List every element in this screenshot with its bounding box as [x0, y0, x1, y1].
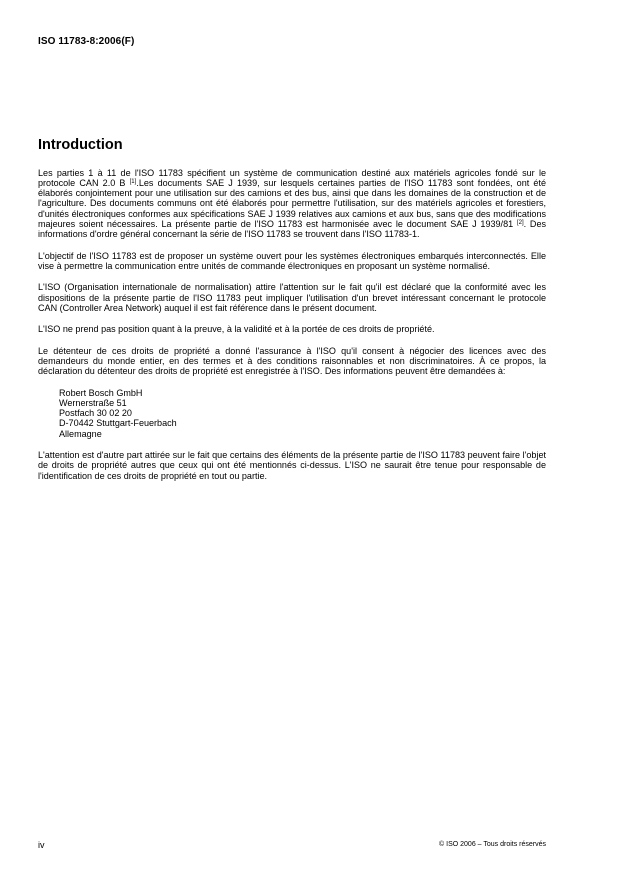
page-number: iv	[38, 840, 45, 850]
section-title: Introduction	[38, 137, 123, 153]
address-line-3: Postfach 30 02 20	[59, 408, 132, 419]
paragraph-1-text-c: . Des informations d'ordre général concernant la série de l'ISO 11783 se trouvent dans l'ISO 11783-1.	[38, 218, 547, 239]
copyright-notice: © ISO 2006 – Tous droits réservés	[439, 841, 546, 848]
address-block	[59, 388, 546, 439]
paragraph-6: L'attention est d'autre part attirée sur le fait que certains des éléments de la présente partie de l'ISO 11783 peuvent faire l'objet de droits de propriété autres que ceux qui ont été mentionnés ci-dessus. L'ISO ne saurait être tenue pour responsable de l'identification de ces droits de propriété en tout ou partie.	[38, 450, 546, 481]
document-code: ISO 11783-8:2006(F)	[38, 36, 135, 47]
paragraph-1	[38, 168, 546, 239]
address-line-5: Allemagne	[59, 428, 102, 439]
reference-2: [2]	[516, 219, 524, 226]
paragraph-2: L'objectif de l'ISO 11783 est de proposer un système ouvert pour les systèmes électroniques embarqués interconnectés. Elle vise à permettre la communication entre unités de commande électroniques en proposant un système normalisé.	[38, 250, 546, 271]
paragraph-1-text-b: .Les documents SAE J 1939, sur lesquels certaines parties de l'ISO 11783 sont fondées, ont été élaborés conjointement pour une utilisation sur des camions et des bus, ainsi que dans les domaines de la construction et de l'agriculture. Des documents communs ont été élaborés pour permettre l'utilisation, sur des matériels agricoles et forestiers, d'unités électroniques conformes aux spécifications SAE J 1939 relatives aux camions et aux bus, sans que des modifications majeures soient nécessaires. La présente partie de l'ISO 11783 est harmonisée avec le document SAE J 1939/81	[38, 178, 547, 229]
paragraph-5: Le détenteur de ces droits de propriété a donné l'assurance à l'ISO qu'il consent à négocier des licences avec des demandeurs du monde entier, en des termes et à des conditions raisonnables et non discriminatoires. À ce propos, la déclaration du détenteur des droits de propriété est enregistrée à l'ISO. Des informations peuvent être demandées à:	[38, 346, 546, 377]
address-line-1: Robert Bosch GmbH	[59, 388, 143, 398]
address-line-2: Wernerstraße 51	[59, 398, 127, 409]
reference-1: [1]	[129, 179, 137, 186]
paragraph-1-text-a: Les parties 1 à 11 de l'ISO 11783 spécifient un système de communication destiné aux matériels agricoles fondé sur le protocole CAN 2.0 B	[38, 168, 546, 189]
paragraph-3: L'ISO (Organisation internationale de normalisation) attire l'attention sur le fait qu'il est déclaré que la conformité avec les dispositions de la présente partie de l'ISO 11783 peut impliquer l'utilisation d'un brevet intéressant concernant le protocole CAN (Controller Area Network) auquel il est fait référence dans le présent document.	[38, 282, 546, 313]
paragraph-4: L'ISO ne prend pas position quant à la preuve, à la validité et à la portée de ces droits de propriété.	[38, 324, 435, 335]
document-body	[38, 168, 546, 492]
address-line-4: D-70442 Stuttgart-Feuerbach	[59, 418, 177, 429]
